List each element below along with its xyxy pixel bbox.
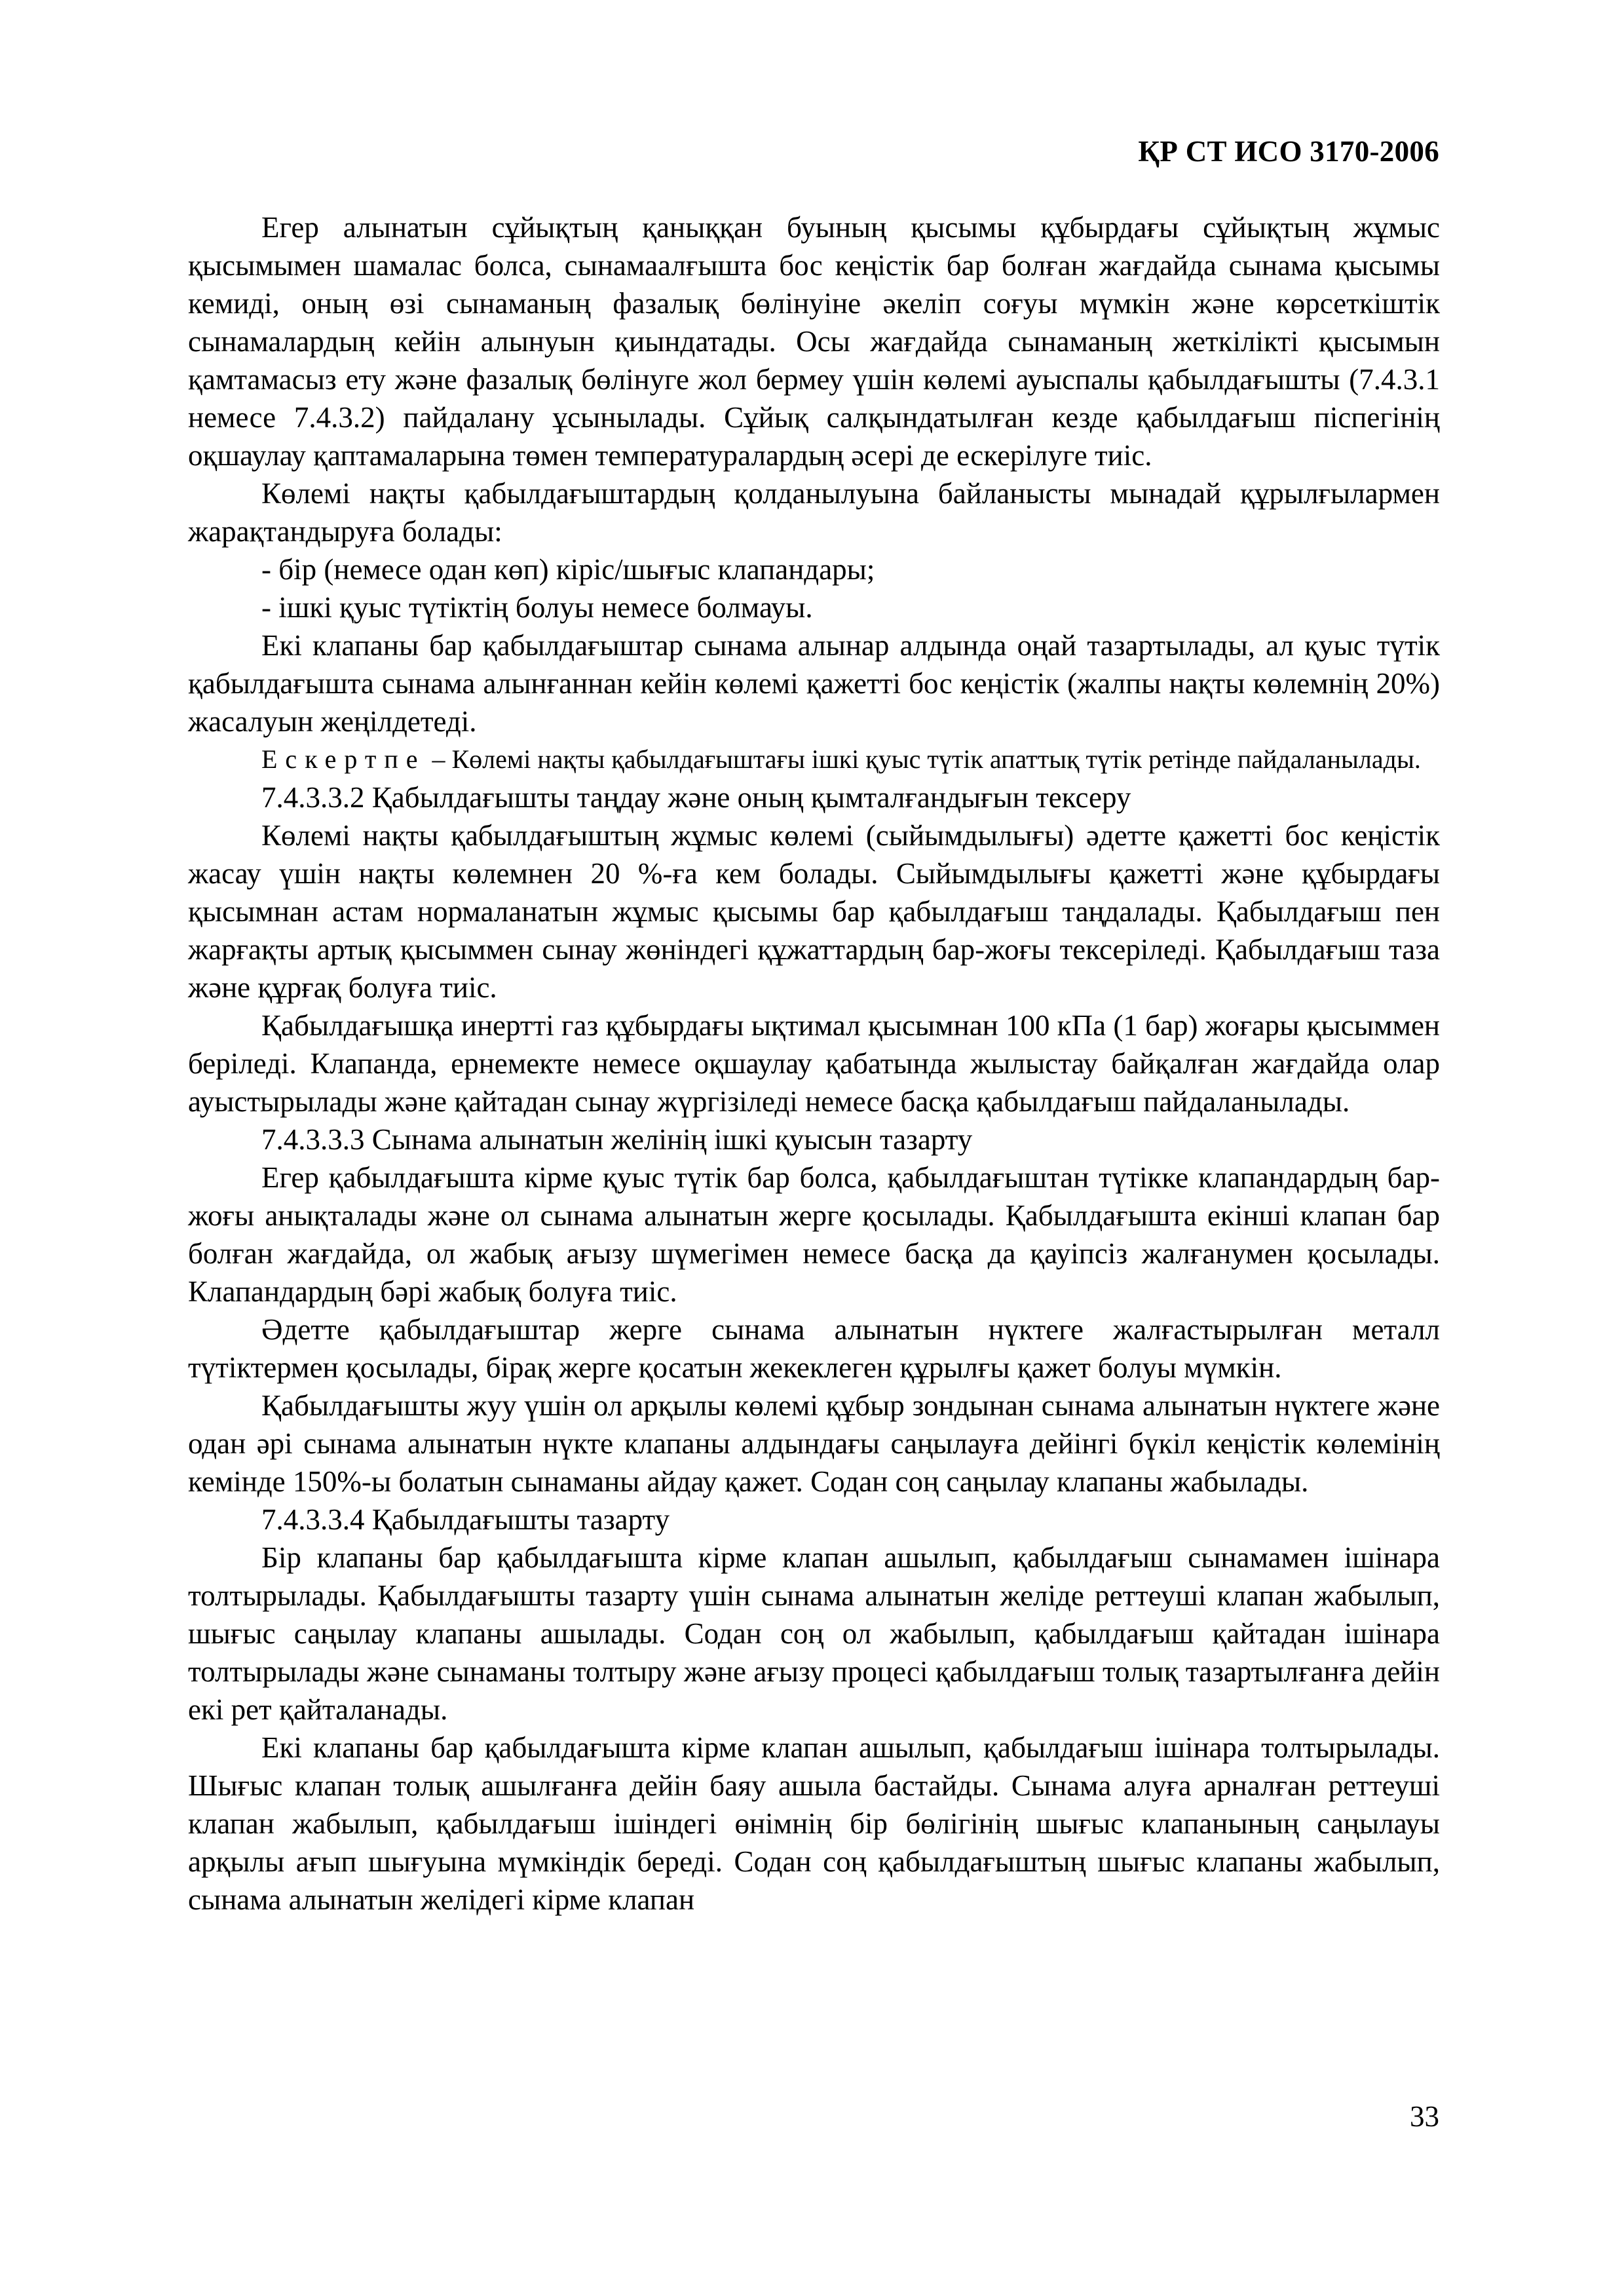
paragraph: Бір клапаны бар қабылдағышта кірме клапан ашылып, қабылдағыш сынамамен ішінара толтырылады. Қабылдағышты тазарту үшін сынама алынатын желіде реттеуші клапан жабылып, шығыс саңылау клапаны ашылады. Содан соң ол жабылып, қабылдағыш қайтадан ішінара толтырылады және сынаманы толтыру және ағызу процесі қабылдағыш толық тазартылғанға дейін екі рет қайталанады. (188, 1541, 1440, 1726)
document-body (188, 208, 1440, 1919)
note-text: – Көлемі нақты қабылдағыштағы ішкі қуыс түтік апаттық түтік ретінде пайдаланылады. (432, 744, 1421, 774)
section-heading: 7.4.3.3.2 Қабылдағышты таңдау және оның қымталғандығын тексеру (261, 781, 1131, 814)
paragraph: Қабылдағышты жуу үшін ол арқылы көлемі құбыр зондынан сынама алынатын нүктеге және одан әрі сынама алынатын нүкте клапаны алдындағы саңылауға дейінгі бүкіл кеңістік көлемінің кемінде 150%-ы болатын сынаманы айдау қажет. Содан соң саңылау клапаны жабылады. (188, 1389, 1440, 1498)
section-heading: 7.4.3.3.4 Қабылдағышты тазарту (261, 1503, 670, 1536)
list-item: - бір (немесе одан көп) кіріс/шығыс клапандары; (261, 553, 875, 586)
paragraph: Егер алынатын сұйықтың қаныққан буының қысымы құбырдағы сұйықтың жұмыс қысымымен шамалас болса, сынамаалғышта бос кеңістік бар болған жағдайда сынама қысымы кемиді, оның өзі сынаманың фазалық бөлінуіне әкеліп соғуы мүмкін және көрсеткіштік сынамалардың кейін алынуын қиындатады. Осы жағдайда сынаманың жеткілікті қысымын қамтамасыз ету және фазалық бөлінуге жол бермеу үшін көлемі ауыспалы қабылдағышты (7.4.3.1 немесе 7.4.3.2) пайдалану ұсынылады. Сұйық салқындатылған кезде қабылдағыш піспегінің оқшаулау қаптамаларына төмен температуралардың әсері де ескерілуге тиіс. (188, 211, 1440, 472)
paragraph: Көлемі нақты қабылдағыштардың қолданылуына байланысты мынадай құрылғылармен жарақтандыруға болады: (188, 477, 1440, 548)
paragraph: Екі клапаны бар қабылдағыштар сынама алынар алдында оңай тазартылады, ал қуыс түтік қабылдағышта сынама алынғаннан кейін көлемі қажетті бос кеңістік (жалпы нақты көлемнің 20%) жасалуын жеңілдетеді. (188, 629, 1440, 738)
page-number: 33 (1410, 2100, 1439, 2133)
note (188, 740, 1440, 778)
paragraph: Екі клапаны бар қабылдағышта кірме клапан ашылып, қабылдағыш ішінара толтырылады. Шығыс клапан толық ашылғанға дейін баяу ашыла бастайды. Сынама алуға арналған реттеуші клапан жабылып, қабылдағыш ішіндегі өнімнің бір бөлігінің шығыс клапанының саңылауы арқылы ағып шығуына мүмкіндік береді. Содан соң қабылдағыштың шығыс клапаны жабылып, сынама алынатын желідегі кірме клапан (188, 1731, 1440, 1916)
paragraph: Әдетте қабылдағыштар жерге сынама алынатын нүктеге жалғастырылған металл түтіктермен қосылады, бірақ жерге қосатын жекеклеген құрылғы қажет болуы мүмкін. (188, 1313, 1440, 1384)
paragraph: Қабылдағышқа инертті газ құбырдағы ықтимал қысымнан 100 кПа (1 бар) жоғары қысыммен беріледі. Клапанда, ернемекте немесе оқшаулау қабатында жылыстау байқалған жағдайда олар ауыстырылады және қайтадан сынау жүргізіледі немесе басқа қабылдағыш пайдаланылады. (188, 1009, 1440, 1118)
paragraph: Көлемі нақты қабылдағыштың жұмыс көлемі (сыйымдылығы) әдетте қажетті бос кеңістік жасау үшін нақты көлемнен 20 %-ға кем болады. Сыйымдылығы қажетті және құбырдағы қысымнан астам нормаланатын жұмыс қысымы бар қабылдағыш таңдалады. Қабылдағыш пен жарғақты артық қысыммен сынау жөніндегі құжаттардың бар-жоғы тексеріледі. Қабылдағыш таза және құрғақ болуға тиіс. (188, 819, 1440, 1004)
list-item: - ішкі қуыс түтіктің болуы немесе болмауы. (261, 591, 813, 624)
note-label: Ескертпе (261, 744, 426, 774)
document-id-header: ҚР СТ ИСО 3170-2006 (1138, 135, 1439, 168)
paragraph: Егер қабылдағышта кірме қуыс түтік бар болса, қабылдағыштан түтікке клапандардың бар-жоғы анықталады және ол сынама алынатын жерге қосылады. Қабылдағышта екінші клапан бар болған жағдайда, ол жабық ағызу шүмегімен немесе басқа да қауіпсіз жалғанумен қосылады. Клапандардың бәрі жабық болуға тиіс. (188, 1161, 1440, 1308)
section-heading: 7.4.3.3.3 Сынама алынатын желінің ішкі қуысын тазарту (261, 1123, 973, 1156)
